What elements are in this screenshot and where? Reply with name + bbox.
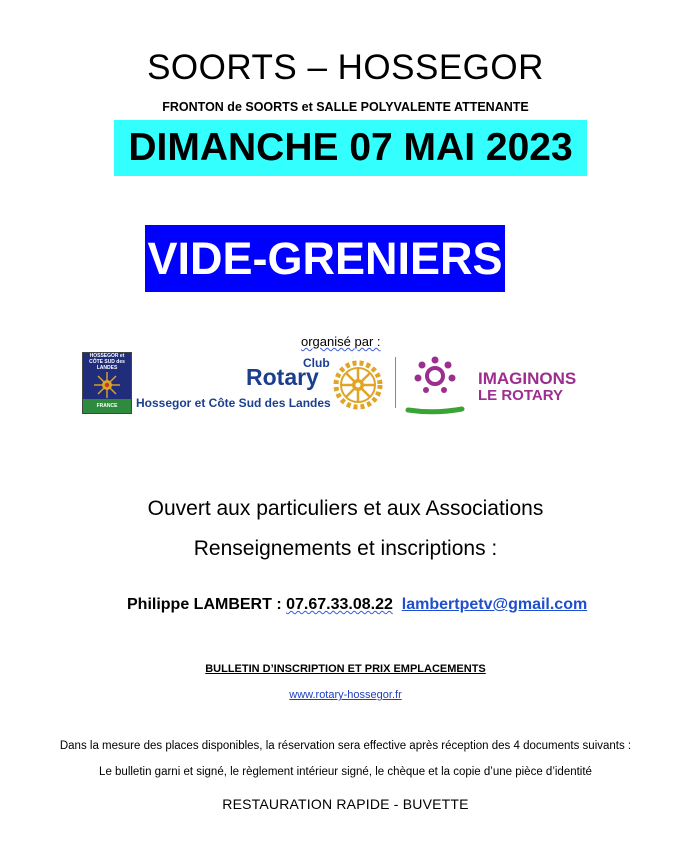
bulletin-heading: BULLETIN D’INSCRIPTION ET PRIX EMPLACEMENTS [205,663,486,675]
city-title: SOORTS – HOSSEGOR [147,48,544,87]
event-title-banner: VIDE-GRENIERS [145,225,505,292]
rotary-wheel-icon [332,359,384,411]
rotary-club-label: Club [303,356,330,370]
department-logo-top-text: HOSSEGOR et CÔTE SUD des LANDES [83,353,131,371]
department-logo-bottom-text: FRANCE [83,399,131,413]
rotary-name: Rotary [246,364,319,390]
contact-phone[interactable]: 07.67.33.08.22 [286,596,393,613]
department-logo-sun [83,371,131,399]
imagine-line-1: IMAGINONS [478,369,577,388]
imagine-rotary-icon [404,354,466,416]
organized-by-text: organisé par : [301,334,381,349]
food-line: RESTAURATION RAPIDE - BUVETTE [222,796,469,812]
conditions-text: Dans la mesure des places disponibles, la réservation sera effective après réception des 4 documents suivants : [59,740,632,752]
venue-line: FRONTON de SOORTS et SALLE POLYVALENTE ATTENANTE [162,100,529,114]
department-logo [82,352,132,414]
open-to-line: Ouvert aux particuliers et aux Associations [147,497,544,520]
logo-divider [395,357,396,408]
website-link[interactable]: www.rotary-hossegor.fr [289,689,402,701]
info-line: Renseignements et inscriptions : [193,537,498,560]
rotary-location: Hossegor et Côte Sud des Landes [136,396,331,410]
imagine-line-2: LE ROTARY [478,387,563,404]
contact-name: Philippe LAMBERT : [127,596,287,613]
organized-by-label [301,334,381,349]
contact-email-link[interactable]: lambertpetv@gmail.com [401,596,588,613]
date-banner: DIMANCHE 07 MAI 2023 [114,120,587,176]
contact-line [127,596,587,614]
documents-text: Le bulletin garni et signé, le règlement intérieur signé, le chèque et la copie d’une pièce d’identité [99,766,592,778]
